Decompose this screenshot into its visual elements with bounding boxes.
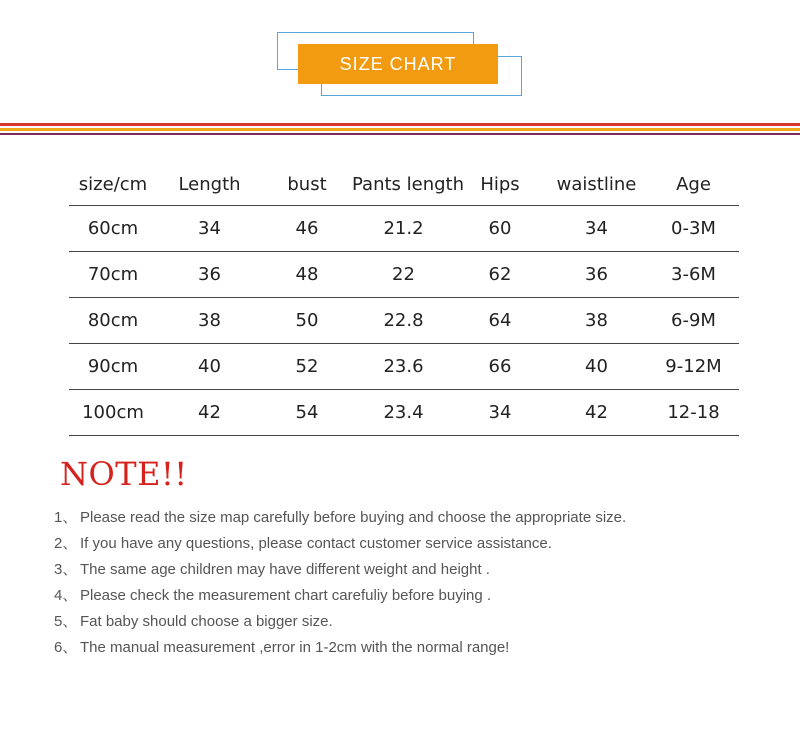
table-cell: 6-9M [648,298,739,344]
table-cell: 42 [545,390,648,436]
table-cell: 60cm [69,206,157,252]
table-cell: 9-12M [648,344,739,390]
table-row [69,298,739,344]
table-cell: 42 [157,390,262,436]
column-header-size: size/cm [69,164,157,206]
note-number: 2、 [54,535,78,552]
list-item [54,611,626,637]
table-cell: 90cm [69,344,157,390]
column-header-length: Length [157,164,262,206]
table-cell: 54 [262,390,352,436]
column-header-age: Age [648,164,739,206]
size-table [69,164,739,436]
table-cell: 100cm [69,390,157,436]
table-cell: 23.4 [352,390,455,436]
table-cell: 38 [157,298,262,344]
table-cell: 22 [352,252,455,298]
divider-stripe-red [0,123,800,126]
table-cell: 52 [262,344,352,390]
divider-stripe-orange [0,128,800,131]
table-cell: 40 [545,344,648,390]
note-text: The same age children may have different weight and height . [80,561,490,578]
table-cell: 36 [545,252,648,298]
note-number: 1、 [54,509,78,526]
table-cell: 66 [455,344,545,390]
table-cell: 12-18 [648,390,739,436]
note-text: The manual measurement ,error in 1-2cm with the normal range! [80,639,510,656]
table-cell: 21.2 [352,206,455,252]
column-header-waistline: waistline [545,164,648,206]
table-cell: 0-3M [648,206,739,252]
table-cell: 38 [545,298,648,344]
table-cell: 60 [455,206,545,252]
table-cell: 48 [262,252,352,298]
table-cell: 62 [455,252,545,298]
table-header-row [69,164,739,206]
table-cell: 40 [157,344,262,390]
note-number: 6、 [54,639,78,656]
column-header-hips: Hips [455,164,545,206]
table-cell: 80cm [69,298,157,344]
note-number: 5、 [54,613,78,630]
table-cell: 23.6 [352,344,455,390]
note-text: Please check the measurement chart carefuliy before buying . [80,587,492,604]
divider-stripe-purple [0,133,800,135]
note-list [54,507,626,663]
list-item [54,533,626,559]
table-cell: 22.8 [352,298,455,344]
table-cell: 70cm [69,252,157,298]
table-cell: 50 [262,298,352,344]
note-text: Fat baby should choose a bigger size. [80,613,333,630]
note-text: If you have any questions, please contact customer service assistance. [80,535,552,552]
table-cell: 36 [157,252,262,298]
table-cell: 64 [455,298,545,344]
table-cell: 34 [545,206,648,252]
table-cell: 46 [262,206,352,252]
table-cell: 34 [157,206,262,252]
table-row [69,206,739,252]
list-item [54,637,626,663]
table-cell: 34 [455,390,545,436]
list-item [54,585,626,611]
list-item [54,507,626,533]
note-title: NOTE!! [60,455,188,493]
table-row [69,344,739,390]
table-cell: 3-6M [648,252,739,298]
column-header-pants-length: Pants length [352,164,455,206]
note-number: 3、 [54,561,78,578]
note-number: 4、 [54,587,78,604]
table-row [69,390,739,436]
column-header-bust: bust [262,164,352,206]
page-title: SIZE CHART [298,44,498,84]
note-text: Please read the size map carefully before buying and choose the appropriate size. [80,509,627,526]
table-row [69,252,739,298]
list-item [54,559,626,585]
